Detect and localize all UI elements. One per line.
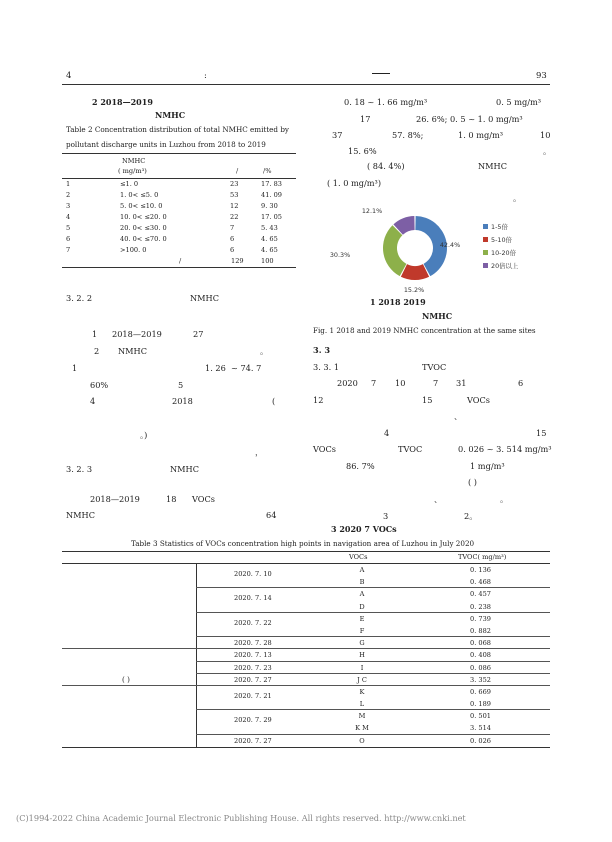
table3-cell-value: 3. 514	[470, 724, 491, 733]
text-l8a: NMHC	[66, 510, 95, 520]
text-l4b: 5	[178, 380, 184, 390]
table3-head-vocs: VOCs	[349, 553, 368, 561]
header-dash	[372, 73, 390, 74]
legend-label: 10-20倍	[491, 249, 516, 257]
table3-cell-point: L	[359, 700, 365, 709]
table3-cell-date: 2020. 7. 23	[234, 663, 272, 672]
text-r4b: 。	[543, 146, 552, 156]
fig1-caption: Fig. 1 2018 and 2019 NMHC concentration at the same sites	[313, 326, 536, 335]
text-l5b: 2018	[172, 396, 193, 406]
table2	[62, 153, 296, 268]
text-l8b: 64	[266, 510, 277, 520]
text-l1a: 1	[92, 329, 98, 339]
table3-cell-date: 2020. 7. 21	[234, 691, 272, 700]
legend-label: 20倍以上	[491, 262, 519, 270]
text-p1c: 10	[395, 378, 406, 388]
table3-cell-point: D	[359, 602, 365, 611]
table2-cell-n: 53	[230, 191, 239, 199]
table-row	[62, 722, 550, 734]
table-row	[62, 245, 296, 256]
text-l2c: 。	[260, 346, 269, 356]
text-l5c: (	[272, 396, 276, 406]
text-p8b: 。	[500, 494, 509, 504]
table-row	[62, 601, 550, 613]
table2-cell-pct: 9. 30	[261, 202, 278, 210]
text-l3c: ~ 74. 7	[231, 363, 262, 373]
table3-cell-value: 0. 238	[470, 602, 491, 611]
text-r6a: ( 1. 0 mg/m³)	[327, 178, 382, 188]
text-l3a: 1	[72, 363, 78, 373]
table2-cell-pct: 4. 65	[261, 235, 278, 243]
text-r3d: 10	[540, 130, 551, 140]
text-r4a: 15. 6%	[348, 146, 377, 156]
table2-body	[62, 179, 296, 256]
text-r3b: 57. 8%;	[392, 130, 424, 140]
table2-total-pct: 100	[261, 257, 274, 265]
table2-cell-no: 2	[66, 191, 71, 199]
text-l4a: 60%	[90, 380, 109, 390]
table-row	[62, 649, 550, 661]
table3-cell-date: 2020. 7. 14	[234, 594, 272, 603]
text-l7b: 18	[166, 494, 177, 504]
table3-cell-value: 0. 501	[470, 712, 491, 721]
table2-head-count: /	[236, 167, 239, 175]
text-p1b: 7	[371, 378, 377, 388]
table3-cell-date: 2020. 7. 28	[234, 639, 272, 648]
legend-swatch	[483, 263, 488, 268]
text-l5a: 4	[90, 396, 96, 406]
fig1-title-cn: 1 2018 2019	[370, 297, 426, 307]
table3-caption: Table 3 Statistics of VOCs concentration high points in navigation area of Luzhou in July 2020	[131, 539, 475, 548]
table3-cell-point: H	[359, 651, 365, 660]
table3-cell-date: 2020. 7. 27	[234, 736, 272, 745]
table2-cell-n: 6	[230, 235, 235, 243]
table-row	[62, 190, 296, 201]
pie-data-label: 42.4%	[439, 241, 461, 249]
text-r2b: 26. 6%; 0. 5 ~ 1. 0 mg/m³	[416, 114, 523, 124]
sec-3-3-1: 3. 3. 1	[313, 362, 340, 372]
table3-cell-value: 0. 408	[470, 651, 491, 660]
text-p1a: 2020	[337, 378, 358, 388]
table2-caption-1: Table 2 Concentration distribution of total NMHC emitted by	[66, 125, 289, 134]
table3-cell-value: 0. 189	[470, 700, 491, 709]
text-p6a: 86. 7%	[346, 461, 375, 471]
text-r3a: 37	[332, 130, 343, 140]
text-p2a: 12	[313, 395, 324, 405]
sec-3-2-2-title: NMHC	[190, 293, 219, 303]
text-l6b: ，	[255, 447, 264, 457]
table2-cell-no: 3	[66, 202, 71, 210]
sec-3-2-3-title: NMHC	[170, 464, 199, 474]
table3-cell-point: O	[359, 736, 365, 745]
table3-cell-date: 2020. 7. 13	[234, 651, 272, 660]
text-p7: ( )	[468, 477, 477, 487]
legend-label: 1-5倍	[491, 223, 508, 231]
table3-title-cn: 3 2020 7 VOCs	[331, 524, 397, 534]
table-row	[62, 234, 296, 245]
table3-cell-value: 0. 136	[470, 566, 491, 574]
table3-cell-point: E	[359, 614, 365, 623]
table3-cell-point: K M	[355, 724, 369, 733]
text-p3: 、	[454, 411, 463, 421]
table-row	[62, 637, 550, 649]
table3-body	[62, 564, 550, 747]
text-l7c: VOCs	[192, 494, 215, 504]
table2-cell-no: 7	[66, 246, 71, 254]
table3-head-tvoc: TVOC( mg/m³)	[458, 553, 507, 561]
table-row	[62, 201, 296, 212]
table2-cell-pct: 4. 65	[261, 246, 278, 254]
text-r5a: ( 84. 4%)	[367, 161, 405, 171]
pie-slice-2	[401, 264, 429, 280]
sec-3-2-2: 3. 2. 2	[66, 293, 93, 303]
header-rule	[62, 84, 550, 85]
table3-cell-value: 0. 086	[470, 663, 491, 672]
table2-cell-n: 22	[230, 213, 239, 221]
text-l1b: 2018—2019	[112, 329, 162, 339]
table-row	[62, 698, 550, 710]
table3-cell-date: 2020. 7. 10	[234, 570, 272, 578]
table-row	[62, 576, 550, 588]
legend-label: 5-10倍	[491, 236, 512, 244]
text-p6b: 1 mg/m³	[470, 461, 505, 471]
table2-cell-range: 40. 0< ≤70. 0	[120, 235, 167, 243]
pie-data-label: 30.3%	[330, 251, 351, 259]
table-row	[62, 686, 550, 698]
text-p9b: 2。	[464, 511, 478, 521]
table2-title-cn: 2 2018—2019	[92, 97, 153, 107]
text-p1e: 31	[456, 378, 467, 388]
text-p9a: 3	[383, 511, 389, 521]
table2-cell-range: >100. 0	[120, 246, 147, 254]
sec-3-2-3: 3. 2. 3	[66, 464, 93, 474]
table2-total-label: /	[179, 257, 182, 265]
text-l6: 。)	[140, 430, 148, 440]
table-row	[62, 212, 296, 223]
text-r5b: NMHC	[478, 161, 507, 171]
table-row	[62, 625, 550, 637]
text-r1b: 0. 5 mg/m³	[496, 97, 542, 107]
text-l7a: 2018—2019	[90, 494, 140, 504]
table3-cell-point: I	[360, 663, 364, 672]
text-p4b: 15	[536, 428, 547, 438]
table-row	[62, 588, 550, 603]
fig1-title-cn2: NMHC	[422, 311, 453, 321]
table2-total-n: 129	[231, 257, 244, 265]
text-p1f: 6	[518, 378, 524, 388]
text-p5b: TVOC	[398, 444, 423, 454]
table3-cell-value: 0. 739	[470, 614, 491, 623]
table2-cell-n: 23	[230, 180, 239, 188]
pie-data-label: 12.1%	[361, 207, 383, 215]
table2-title-cn2: NMHC	[155, 110, 186, 120]
footer-copyright: (C)1994-2022 China Academic Journal Electronic Publishing House. All rights reserved. http://www.cnki.net	[16, 813, 466, 823]
table3-cell-value: 0. 026	[470, 736, 491, 745]
table3-cell-point: A	[359, 590, 365, 599]
table2-cell-pct: 17. 83	[261, 180, 282, 188]
sec-3-3-1-title: TVOC	[422, 362, 447, 372]
table3-cell-point: M	[358, 712, 366, 721]
table-row	[62, 179, 296, 190]
table3-cell-point: A	[359, 566, 365, 574]
table-row	[62, 662, 550, 674]
text-p1d: 7	[433, 378, 439, 388]
table-row	[62, 710, 550, 725]
table2-cell-range: 1. 0< ≤5. 0	[120, 191, 159, 199]
table2-cell-pct: 41. 09	[261, 191, 282, 199]
table3-cell-value: 0. 669	[470, 687, 491, 696]
table2-cell-no: 1	[66, 180, 71, 188]
text-r7: 。	[513, 193, 522, 203]
table3-cell-date: 2020. 7. 22	[234, 618, 272, 627]
table2-cell-range: 20. 0< ≤30. 0	[120, 224, 167, 232]
table2-cell-n: 7	[230, 224, 235, 232]
table3-cell-value: 0. 068	[470, 639, 491, 648]
pie-chart	[330, 203, 560, 293]
table-row	[62, 564, 550, 576]
table3-cell-date: 2020. 7. 29	[234, 716, 272, 725]
text-p5c: 0. 026 ~ 3. 514 mg/m³	[458, 444, 552, 454]
table2-head-unit: ( mg/m³)	[118, 167, 147, 175]
table3-cell-point: J C	[357, 675, 367, 684]
table2-head-pct: /%	[263, 167, 272, 175]
pie-data-label: 15.2%	[403, 286, 425, 293]
text-p4a: 4	[384, 428, 390, 438]
legend-swatch	[483, 250, 488, 255]
table3-cell-point: B	[359, 578, 365, 587]
table2-cell-no: 4	[66, 213, 71, 221]
sec-3-3: 3. 3	[313, 345, 331, 355]
text-p5a: VOCs	[313, 444, 336, 454]
table3-cell-date: 2020. 7. 27	[234, 675, 272, 684]
table3-cell-value: 0. 468	[470, 578, 491, 587]
table2-caption-2: pollutant discharge units in Luzhou from 2018 to 2019	[66, 140, 266, 149]
legend-swatch	[483, 224, 488, 229]
table3-cell-value: 0. 882	[470, 626, 491, 635]
text-r1a: 0. 18 ~ 1. 66 mg/m³	[344, 97, 428, 107]
table-row	[62, 674, 550, 686]
header-page-no: 4	[66, 71, 72, 81]
text-p2b: 15	[422, 395, 433, 405]
table2-cell-no: 5	[66, 224, 71, 232]
text-l2a: 2	[94, 346, 100, 356]
text-l2b: NMHC	[118, 346, 147, 356]
table-row	[62, 735, 550, 747]
table-row	[62, 613, 550, 625]
table2-cell-n: 6	[230, 246, 235, 254]
table2-cell-n: 12	[230, 202, 239, 210]
legend-swatch	[483, 237, 488, 242]
table3-group2-label: ( )	[122, 675, 130, 684]
table2-cell-range: 5. 0< ≤10. 0	[120, 202, 163, 210]
table3-cell-point: K	[359, 687, 365, 696]
table2-cell-no: 6	[66, 235, 71, 243]
text-r3c: 1. 0 mg/m³	[458, 130, 504, 140]
table-row	[62, 223, 296, 234]
text-l3b: 1. 26	[205, 363, 226, 373]
table3-cell-point: F	[359, 626, 365, 635]
text-p8a: 、	[434, 494, 443, 504]
table2-cell-pct: 5. 43	[261, 224, 278, 232]
table2-cell-range: 10. 0< ≤20. 0	[120, 213, 167, 221]
table3-cell-point: G	[359, 639, 365, 648]
header-journal: :	[204, 71, 207, 81]
table3-cell-value: 3. 352	[470, 675, 491, 684]
text-l1c: 27	[193, 329, 204, 339]
table3-cell-value: 0. 457	[470, 590, 491, 599]
text-p2c: VOCs	[467, 395, 490, 405]
text-r2a: 17	[360, 114, 371, 124]
table3	[62, 551, 550, 748]
table2-cell-pct: 17. 05	[261, 213, 282, 221]
header-right-page: 93	[536, 71, 547, 81]
table2-head-nmhc: NMHC	[122, 157, 146, 165]
table2-cell-range: ≤1. 0	[120, 180, 139, 188]
